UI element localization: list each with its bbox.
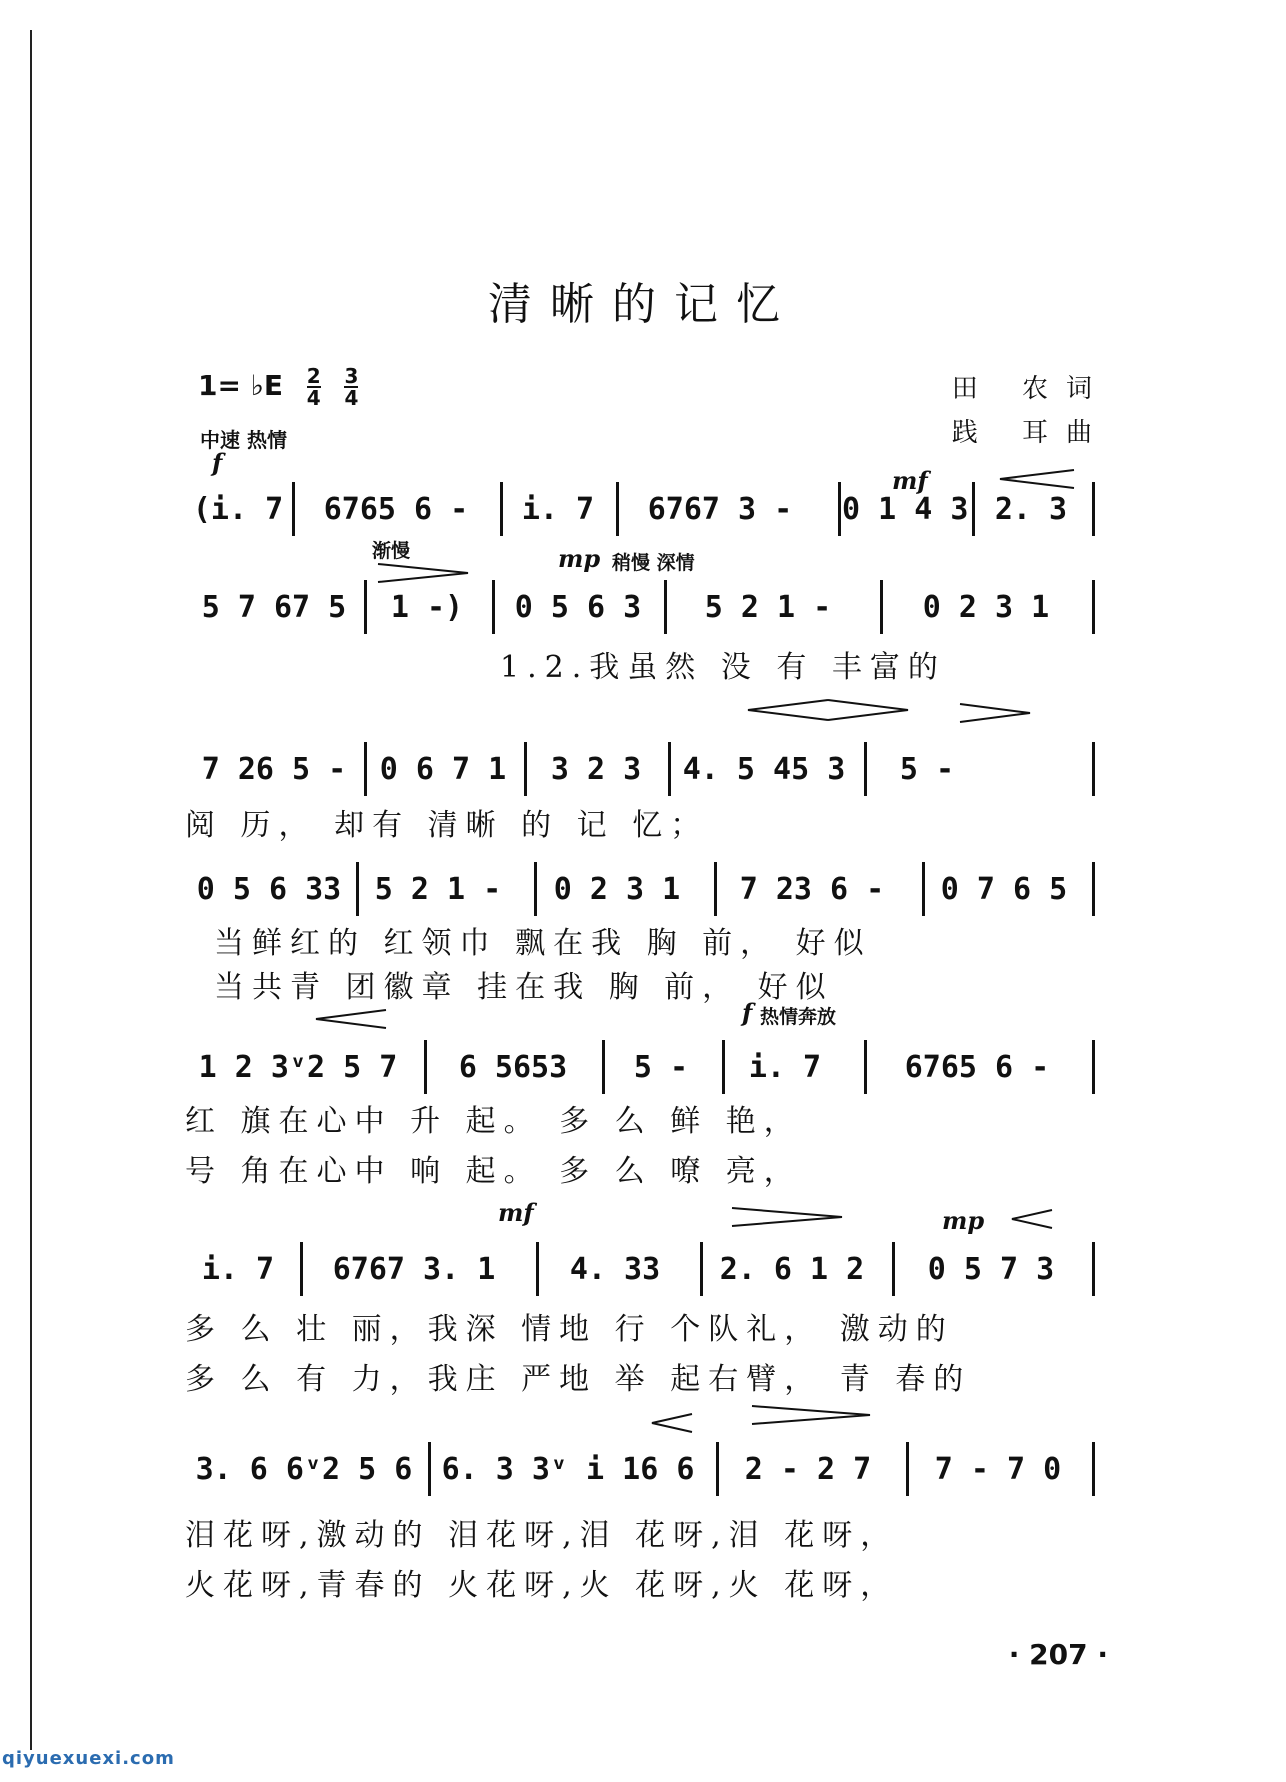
measure: 7 23 6 -: [739, 871, 885, 907]
measure: 0 5 7 3: [927, 1251, 1055, 1287]
measure: 0 5 6 3: [514, 589, 642, 625]
crescendo-decrescendo-hairpin: [748, 698, 908, 722]
expression-text-1: 稍慢 深情: [612, 552, 695, 574]
time-signature-2: $\frac{3}{4}$: [344, 364, 359, 410]
lyric-line-3a: 当鲜红的 红领巾 飘在我 胸 前， 好似: [214, 926, 872, 961]
bar-line: [356, 862, 359, 916]
rit-marking: 渐慢: [372, 540, 411, 562]
bar-line: [524, 742, 527, 796]
bar-line: [664, 580, 667, 634]
dynamic-f-intro: f: [212, 448, 223, 477]
song-title: 清晰的记忆: [488, 279, 798, 330]
dynamic-mp-1: mp: [558, 544, 601, 573]
bar-line: [906, 1442, 909, 1496]
measure: 0 7 6 5: [940, 871, 1068, 907]
bar-line: [972, 482, 975, 536]
lyric-line-3b: 当共青 团徽章 挂在我 胸 前， 好似: [214, 970, 834, 1005]
expression-text-2: 热情奔放: [760, 1006, 837, 1028]
score-row-7: [188, 1444, 1110, 1494]
bar-line: [1092, 1040, 1095, 1094]
bar-line: [428, 1442, 431, 1496]
bar-line: [300, 1242, 303, 1296]
bar-line: [616, 482, 619, 536]
key-signature: [198, 366, 358, 408]
dynamic-f-2: f: [742, 998, 753, 1027]
score-row-1: [188, 484, 1110, 534]
measure: 2. 3: [994, 491, 1068, 527]
lyric-line-4a: 红 旗在心中 升 起。 多 么 鲜 艳，: [185, 1104, 802, 1139]
bar-line: [292, 482, 295, 536]
bar-line: [492, 580, 495, 634]
score-row-6: [188, 1244, 1110, 1294]
bar-line: [700, 1242, 703, 1296]
decrescendo-hairpin-2: [960, 702, 1030, 724]
lyric-line-6b: 火花呀,青春的 火花呀,火 花呀,火 花呀，: [185, 1568, 899, 1603]
bar-line: [1092, 482, 1095, 536]
measure: 0 2 3 1: [553, 871, 681, 907]
bar-line: [1092, 580, 1095, 634]
lyric-line-1: 1.2.我虽然 没 有 丰富的: [500, 650, 946, 685]
bar-line: [716, 1442, 719, 1496]
dynamic-mp-2: mp: [942, 1206, 985, 1235]
measure: 2 - 2 7: [744, 1451, 872, 1487]
measure: 3. 6 6ᵛ2 5 6: [195, 1451, 413, 1487]
score-row-3: [188, 744, 1110, 794]
bar-line: [864, 1040, 867, 1094]
lyricist-credit: 田 农词: [951, 374, 1110, 404]
measure: 0 6 7 1: [379, 751, 507, 787]
measure: 5 2 1 -: [704, 589, 832, 625]
crescendo-hairpin-3: [1012, 1208, 1052, 1230]
decrescendo-hairpin-1: [378, 562, 468, 584]
measure: (i. 7: [192, 491, 284, 527]
bar-line: [892, 1242, 895, 1296]
bar-line: [714, 862, 717, 916]
bar-line: [1092, 1242, 1095, 1296]
bar-line: [602, 1040, 605, 1094]
crescendo-hairpin-2: [316, 1008, 386, 1030]
measure: 5 2 1 -: [374, 871, 502, 907]
bar-line: [364, 742, 367, 796]
measure: 6765 6 -: [323, 491, 469, 527]
bar-line: [1092, 1442, 1095, 1496]
measure: 0 1 4 3: [842, 491, 969, 527]
decrescendo-hairpin-4: [752, 1404, 870, 1426]
bar-line: [838, 482, 841, 536]
decrescendo-hairpin-3: [732, 1206, 842, 1228]
measure: 6 5653: [458, 1049, 568, 1085]
measure: 6. 3 3ᵛ i 16 6: [441, 1451, 695, 1487]
bar-line: [1092, 862, 1095, 916]
dynamic-mf-1: mf: [892, 466, 928, 495]
bar-line: [536, 1242, 539, 1296]
bar-line: [534, 862, 537, 916]
measure: 7 - 7 0: [934, 1451, 1062, 1487]
measure: 3 2 3: [550, 751, 642, 787]
measure: 5 7 67 5: [201, 589, 347, 625]
composer-credit: 践 耳曲: [951, 418, 1110, 448]
bar-line: [500, 482, 503, 536]
bar-line: [722, 1040, 725, 1094]
measure: 4. 33: [569, 1251, 661, 1287]
key-label: 1= ♭E: [198, 369, 284, 402]
bar-line: [880, 580, 883, 634]
bar-line: [864, 742, 867, 796]
measure: 1 -): [390, 589, 464, 625]
dynamic-mf-2: mf: [498, 1198, 534, 1227]
measure: i. 7: [201, 1251, 275, 1287]
measure: 0 2 3 1: [922, 589, 1050, 625]
lyric-line-5b: 多 么 有 力，我庄 严地 举 起右臂， 青 春的: [185, 1362, 972, 1397]
measure: 5 -: [899, 751, 955, 787]
measure: 1 2 3ᵛ2 5 7: [198, 1049, 398, 1085]
bar-line: [424, 1040, 427, 1094]
bar-line: [364, 580, 367, 634]
measure: 6767 3 -: [647, 491, 793, 527]
lyric-line-5a: 多 么 壮 丽，我深 情地 行 个队礼， 激动的: [185, 1312, 954, 1347]
measure: i. 7: [748, 1049, 822, 1085]
lyric-line-2: 阅 历， 却有 清晰 的 记 忆；: [185, 808, 709, 843]
lyric-line-4b: 号 角在心中 响 起。 多 么 嘹 亮，: [185, 1154, 802, 1189]
crescendo-hairpin-4: [652, 1412, 692, 1434]
tempo-marking: 中速 热情: [200, 428, 287, 452]
measure: 0 5 6 33: [196, 871, 342, 907]
score-row-2: [188, 582, 1110, 632]
bar-line: [922, 862, 925, 916]
measure: 5 -: [633, 1049, 689, 1085]
watermark-logo: qiyuexuexi.com: [2, 1748, 175, 1769]
score-row-4: [188, 864, 1110, 914]
lyric-line-6a: 泪花呀,激动的 泪花呀,泪 花呀,泪 花呀，: [185, 1518, 899, 1553]
time-signature-1: $\frac{2}{4}$: [306, 364, 321, 410]
measure: i. 7: [521, 491, 595, 527]
measure: 6765 6 -: [904, 1049, 1050, 1085]
bar-line: [668, 742, 671, 796]
measure: 6767 3. 1: [332, 1251, 496, 1287]
score-row-5: [188, 1042, 1110, 1092]
measure: 2. 6 1 2: [719, 1251, 865, 1287]
measure: 4. 5 45 3: [682, 751, 846, 787]
bar-line: [1092, 742, 1095, 796]
page-number: · 207 ·: [1008, 1638, 1108, 1671]
measure: 7 26 5 -: [201, 751, 347, 787]
